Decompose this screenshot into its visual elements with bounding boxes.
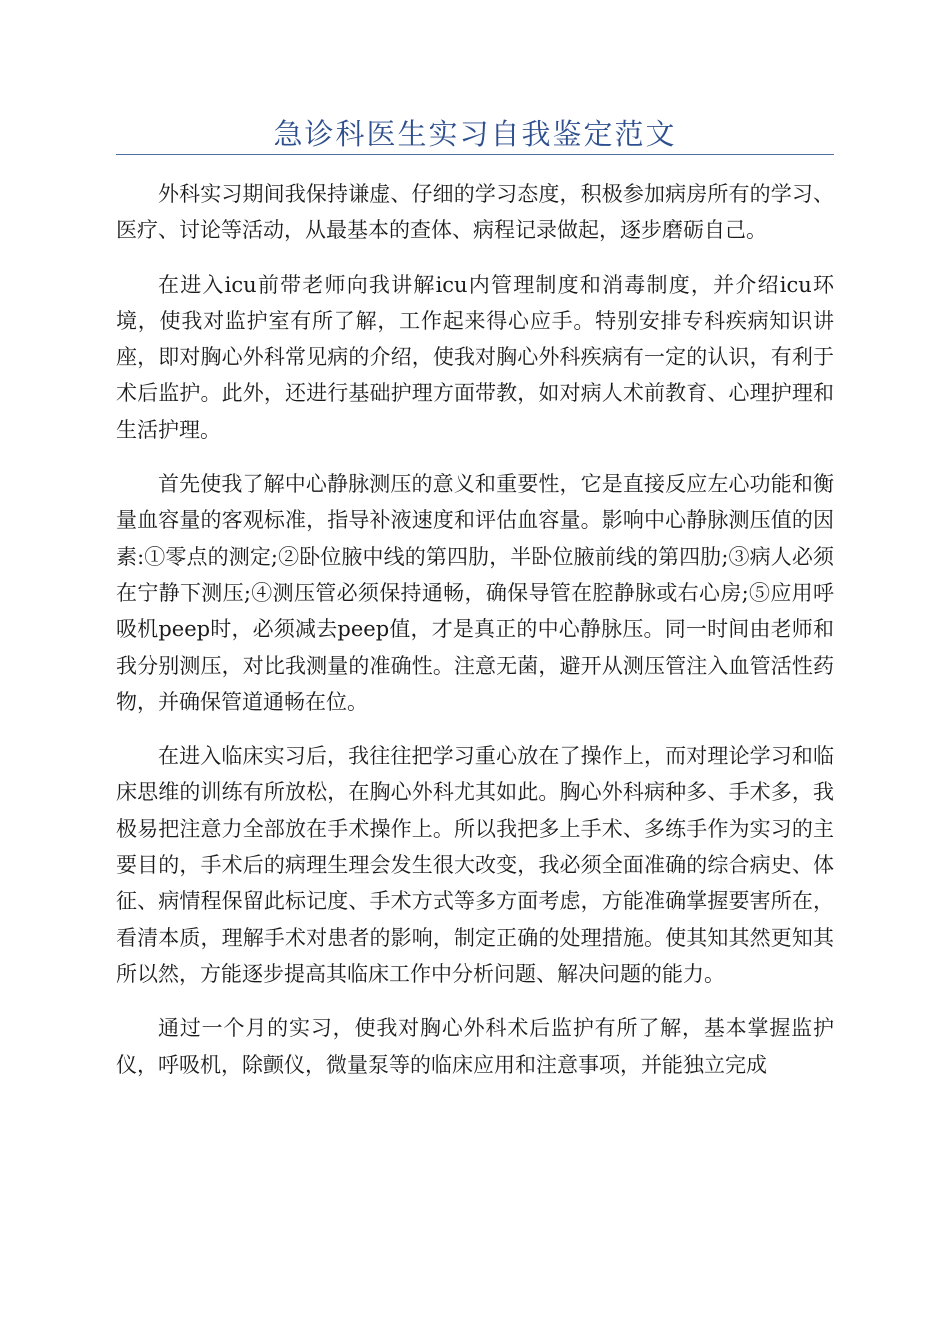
paragraph-3: 首先使我了解中心静脉测压的意义和重要性，它是直接反应左心功能和衡量血容量的客观标准，指导补液速度和评估血容量。影响中心静脉测压值的因素:①零点的测定;②卧位腋中线的第四肋，半卧位腋前线的第四肋;③病人必须在宁静下测压;④测压管必须保持通畅，确保导管在腔静脉或右心房;⑤应用呼吸机peep时，必须减去peep值，才是真正的中心静脉压。同一时间由老师和我分别测压，对比我测量的准确性。注意无菌，避开从测压管注入血管活性药物，并确保管道通畅在位。 (116, 472, 834, 714)
document-body (116, 176, 834, 1101)
title-underline (116, 154, 834, 155)
paragraph-1: 外科实习期间我保持谦虚、仔细的学习态度，积极参加病房所有的学习、医疗、讨论等活动，从最基本的查体、病程记录做起，逐步磨砺自己。 (116, 182, 834, 243)
paragraph-5: 通过一个月的实习，使我对胸心外科术后监护有所了解，基本掌握监护仪，呼吸机，除颤仪，微量泵等的临床应用和注意事项，并能独立完成 (116, 1016, 834, 1077)
document-title: 急诊科医生实习自我鉴定范文 (273, 117, 677, 151)
paragraph-4: 在进入临床实习后，我往往把学习重心放在了操作上，而对理论学习和临床思维的训练有所放松，在胸心外科尤其如此。胸心外科病种多、手术多，我极易把注意力全部放在手术操作上。所以我把多上手术、多练手作为实习的主要目的，手术后的病理生理会发生很大改变，我必须全面准确的综合病史、体征、病情程保留此标记度、手术方式等多方面考虑，方能准确掌握要害所在，看清本质，理解手术对患者的影响，制定正确的处理措施。使其知其然更知其所以然，方能逐步提高其临床工作中分析问题、解决问题的能力。 (116, 744, 834, 986)
paragraph-2: 在进入icu前带老师向我讲解icu内管理制度和消毒制度，并介绍icu环境，使我对监护室有所了解，工作起来得心应手。特别安排专科疾病知识讲座，即对胸心外科常见病的介绍，使我对胸心外科疾病有一定的认识，有利于术后监护。此外，还进行基础护理方面带教，如对病人术前教育、心理护理和生活护理。 (116, 272, 834, 442)
